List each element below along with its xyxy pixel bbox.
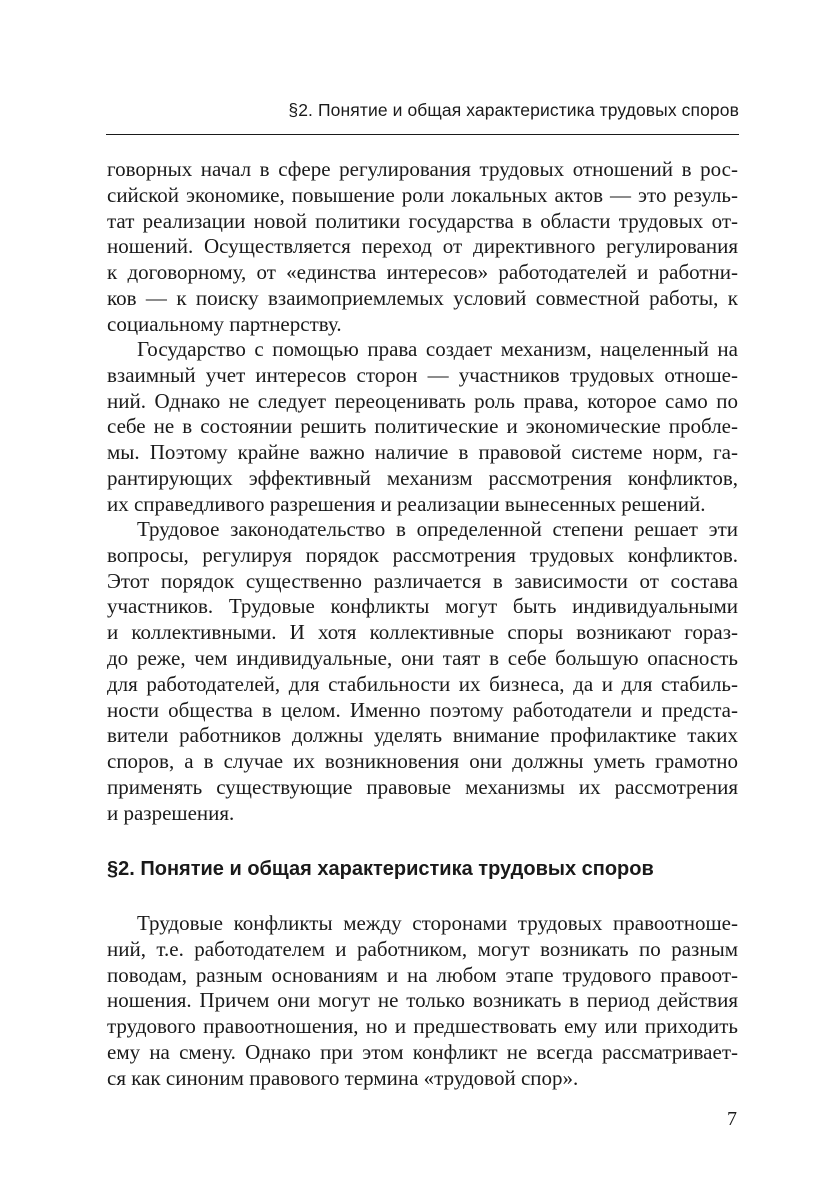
text-line: ему на смену. Однако при этом конфликт не всегда рассматривает- (107, 1039, 738, 1064)
text-line: для работодателей, для стабильности их бизнеса, да и для стабиль- (107, 671, 738, 696)
text-line: трудового правоотношения, но и предшествовать ему или приходить (107, 1014, 738, 1039)
text-line: и разрешения. (107, 800, 235, 825)
text-line: ков — к поиску взаимоприемлемых условий совместной работы, к (107, 285, 738, 310)
text-line: сийской экономике, повышение роли локальных актов — это резуль- (107, 182, 738, 207)
text-line: Трудовое законодательство в определенной степени решает эти (137, 517, 738, 541)
text-line: ний, т.е. работодателем и работником, могут возникать по разным (107, 936, 738, 961)
text-line: применять существующие правовые механизмы их рассмотрения (107, 774, 738, 799)
text-line: их справедливого разрешения и реализации вынесенных решений. (107, 491, 706, 516)
header-divider (106, 134, 739, 135)
page-number: 7 (727, 1108, 737, 1130)
text-line: взаимный учет интересов сторон — участников трудовых отноше- (107, 362, 738, 387)
text-line: рантирующих эффективный механизм рассмотрения конфликтов, (107, 465, 738, 490)
text-line: мы. Поэтому крайне важно наличие в правовой системе норм, га- (107, 440, 738, 465)
paragraph-labor-legislation (107, 517, 738, 827)
text-line: ношений. Осуществляется переход от директивного регулирования (107, 234, 738, 259)
text-line: и коллективными. И хотя коллективные споры возникают гораз- (107, 620, 738, 645)
text-line: до реже, чем индивидуальные, они таят в себе большую опасность (107, 645, 738, 670)
paragraph-state-law (107, 337, 738, 518)
text-line: к договорному, от «единства интересов» работодателей и работни- (107, 260, 738, 285)
text-line: Государство с помощью права создает механизм, нацеленный на (137, 337, 738, 361)
text-line: говорных начал в сфере регулирования трудовых отношений в рос- (107, 157, 738, 181)
text-line: Этот порядок существенно различается в зависимости от состава (107, 568, 738, 593)
text-line: вопросы, регулируя порядок рассмотрения трудовых конфликтов. (107, 542, 738, 567)
text-line: социальному партнерству. (107, 311, 342, 336)
text-line: участников. Трудовые конфликты могут быть индивидуальными (107, 594, 738, 619)
paragraph-labor-conflicts (107, 911, 738, 1092)
text-line: ний. Однако не следует переоценивать роль права, которое само по (107, 388, 738, 413)
text-line: поводам, разным основаниям и на любом этапе трудового правоот- (107, 962, 738, 987)
text-line: Трудовые конфликты между сторонами трудовых правоотноше- (137, 911, 738, 935)
text-line: ношения. Причем они могут не только возникать в период действия (107, 988, 738, 1013)
text-line: ся как синоним правового термина «трудовой спор». (107, 1065, 579, 1090)
text-line: ности общества в целом. Именно поэтому работодатели и предста- (107, 697, 738, 722)
text-line: тат реализации новой политики государства в области трудовых от- (107, 208, 738, 233)
text-line: споров, а в случае их возникновения они должны уметь грамотно (107, 749, 738, 774)
paragraph-continuation (107, 157, 738, 338)
text-line: себе не в состоянии решить политические и экономические пробле- (107, 414, 738, 439)
text-line: вители работников должны уделять внимание профилактике таких (107, 723, 738, 748)
running-header: §2. Понятие и общая характеристика трудовых споров (288, 100, 739, 120)
section-heading: §2. Понятие и общая характеристика трудовых споров (107, 858, 654, 880)
